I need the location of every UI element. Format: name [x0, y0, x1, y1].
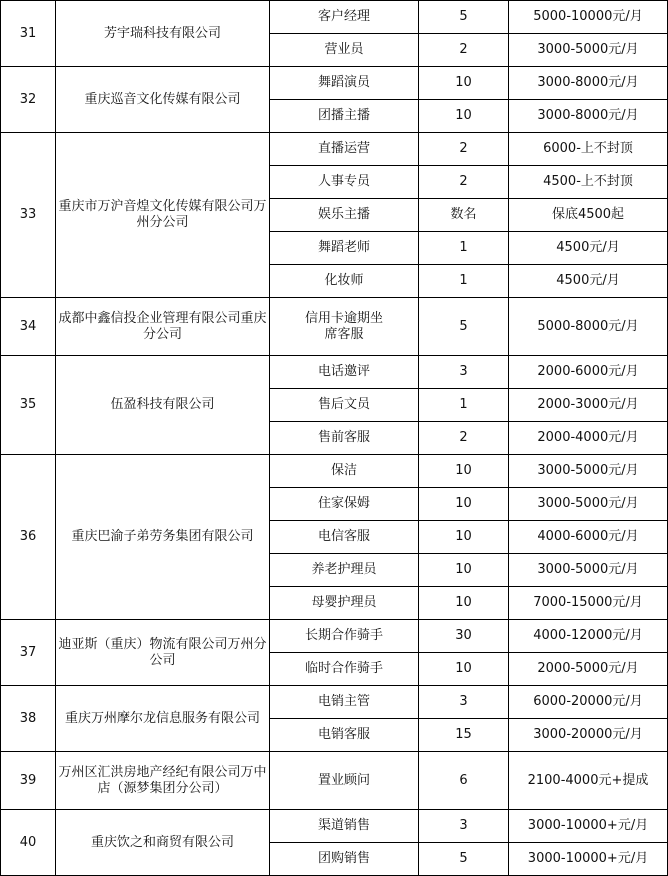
- job-salary: 4500元/月: [509, 265, 668, 298]
- company-name: 伍盈科技有限公司: [56, 356, 270, 455]
- job-count: 10: [419, 587, 509, 620]
- job-listing-body: [1, 1, 668, 876]
- job-position: 电销主管: [270, 686, 419, 719]
- job-salary: 3000-5000元/月: [509, 34, 668, 67]
- job-count: 1: [419, 389, 509, 422]
- job-count: 10: [419, 455, 509, 488]
- job-position: 信用卡逾期坐席客服: [270, 298, 419, 356]
- job-salary: 3000-20000元/月: [509, 719, 668, 752]
- company-number: 40: [1, 810, 56, 876]
- job-salary: 4000-12000元/月: [509, 620, 668, 653]
- job-position: 售后文员: [270, 389, 419, 422]
- job-salary: 2000-4000元/月: [509, 422, 668, 455]
- job-count: 1: [419, 265, 509, 298]
- company-name: 成都中鑫信投企业管理有限公司重庆分公司: [56, 298, 270, 356]
- company-name: 重庆饮之和商贸有限公司: [56, 810, 270, 876]
- company-number: 36: [1, 455, 56, 620]
- job-count: 数名: [419, 199, 509, 232]
- job-count: 1: [419, 232, 509, 265]
- company-name: 重庆万州摩尔龙信息服务有限公司: [56, 686, 270, 752]
- job-position: 舞蹈演员: [270, 67, 419, 100]
- job-count: 6: [419, 752, 509, 810]
- job-position: 母婴护理员: [270, 587, 419, 620]
- table-row: [1, 67, 668, 100]
- job-salary: 3000-8000元/月: [509, 67, 668, 100]
- company-name: 重庆市万沪音煌文化传媒有限公司万州分公司: [56, 133, 270, 298]
- job-position: 电信客服: [270, 521, 419, 554]
- job-salary: 7000-15000元/月: [509, 587, 668, 620]
- table-row: [1, 455, 668, 488]
- job-count: 15: [419, 719, 509, 752]
- table-row: [1, 298, 668, 356]
- job-salary: 6000-上不封顶: [509, 133, 668, 166]
- job-count: 3: [419, 810, 509, 843]
- company-number: 38: [1, 686, 56, 752]
- job-position: 人事专员: [270, 166, 419, 199]
- job-salary: 4500元/月: [509, 232, 668, 265]
- company-number: 39: [1, 752, 56, 810]
- job-position: 保洁: [270, 455, 419, 488]
- job-position: 团购销售: [270, 843, 419, 876]
- job-position: 娱乐主播: [270, 199, 419, 232]
- job-position: 置业顾问: [270, 752, 419, 810]
- table-row: [1, 686, 668, 719]
- job-position: 售前客服: [270, 422, 419, 455]
- table-row: [1, 810, 668, 843]
- job-position: 渠道销售: [270, 810, 419, 843]
- job-count: 2: [419, 422, 509, 455]
- job-position: 客户经理: [270, 1, 419, 34]
- job-position: 直播运营: [270, 133, 419, 166]
- job-count: 10: [419, 100, 509, 133]
- company-name: 迪亚斯（重庆）物流有限公司万州分公司: [56, 620, 270, 686]
- job-salary: 2000-6000元/月: [509, 356, 668, 389]
- job-position: 电话邀评: [270, 356, 419, 389]
- job-position: 电销客服: [270, 719, 419, 752]
- job-count: 2: [419, 34, 509, 67]
- company-name: 重庆巴渝子弟劳务集团有限公司: [56, 455, 270, 620]
- job-position: 养老护理员: [270, 554, 419, 587]
- table-row: [1, 620, 668, 653]
- job-count: 5: [419, 1, 509, 34]
- job-position: 团播主播: [270, 100, 419, 133]
- company-name: 万州区汇洪房地产经纪有限公司万中店（源梦集团分公司）: [56, 752, 270, 810]
- job-salary: 3000-5000元/月: [509, 488, 668, 521]
- job-count: 30: [419, 620, 509, 653]
- company-number: 37: [1, 620, 56, 686]
- job-salary: 3000-5000元/月: [509, 554, 668, 587]
- company-name: 芳宇瑞科技有限公司: [56, 1, 270, 67]
- job-count: 10: [419, 554, 509, 587]
- job-salary: 2000-3000元/月: [509, 389, 668, 422]
- company-number: 34: [1, 298, 56, 356]
- job-salary: 保底4500起: [509, 199, 668, 232]
- job-count: 3: [419, 356, 509, 389]
- job-salary: 3000-5000元/月: [509, 455, 668, 488]
- job-count: 10: [419, 653, 509, 686]
- company-number: 33: [1, 133, 56, 298]
- job-position: 临时合作骑手: [270, 653, 419, 686]
- job-count: 5: [419, 843, 509, 876]
- job-salary: 3000-10000+元/月: [509, 843, 668, 876]
- job-salary: 4500-上不封顶: [509, 166, 668, 199]
- job-salary: 3000-8000元/月: [509, 100, 668, 133]
- job-count: 2: [419, 166, 509, 199]
- job-count: 10: [419, 67, 509, 100]
- job-count: 2: [419, 133, 509, 166]
- job-salary: 2000-5000元/月: [509, 653, 668, 686]
- job-count: 10: [419, 521, 509, 554]
- job-position: 住家保姆: [270, 488, 419, 521]
- job-count: 3: [419, 686, 509, 719]
- job-salary: 6000-20000元/月: [509, 686, 668, 719]
- job-count: 10: [419, 488, 509, 521]
- job-salary: 3000-10000+元/月: [509, 810, 668, 843]
- table-row: [1, 356, 668, 389]
- job-salary: 2100-4000元+提成: [509, 752, 668, 810]
- job-count: 5: [419, 298, 509, 356]
- table-row: [1, 133, 668, 166]
- company-name: 重庆巡音文化传媒有限公司: [56, 67, 270, 133]
- job-position: 营业员: [270, 34, 419, 67]
- job-position: 长期合作骑手: [270, 620, 419, 653]
- table-row: [1, 1, 668, 34]
- job-salary: 5000-8000元/月: [509, 298, 668, 356]
- job-position: 化妆师: [270, 265, 419, 298]
- job-position: 舞蹈老师: [270, 232, 419, 265]
- job-salary: 5000-10000元/月: [509, 1, 668, 34]
- job-salary: 4000-6000元/月: [509, 521, 668, 554]
- company-number: 31: [1, 1, 56, 67]
- company-number: 35: [1, 356, 56, 455]
- company-number: 32: [1, 67, 56, 133]
- table-row: [1, 752, 668, 810]
